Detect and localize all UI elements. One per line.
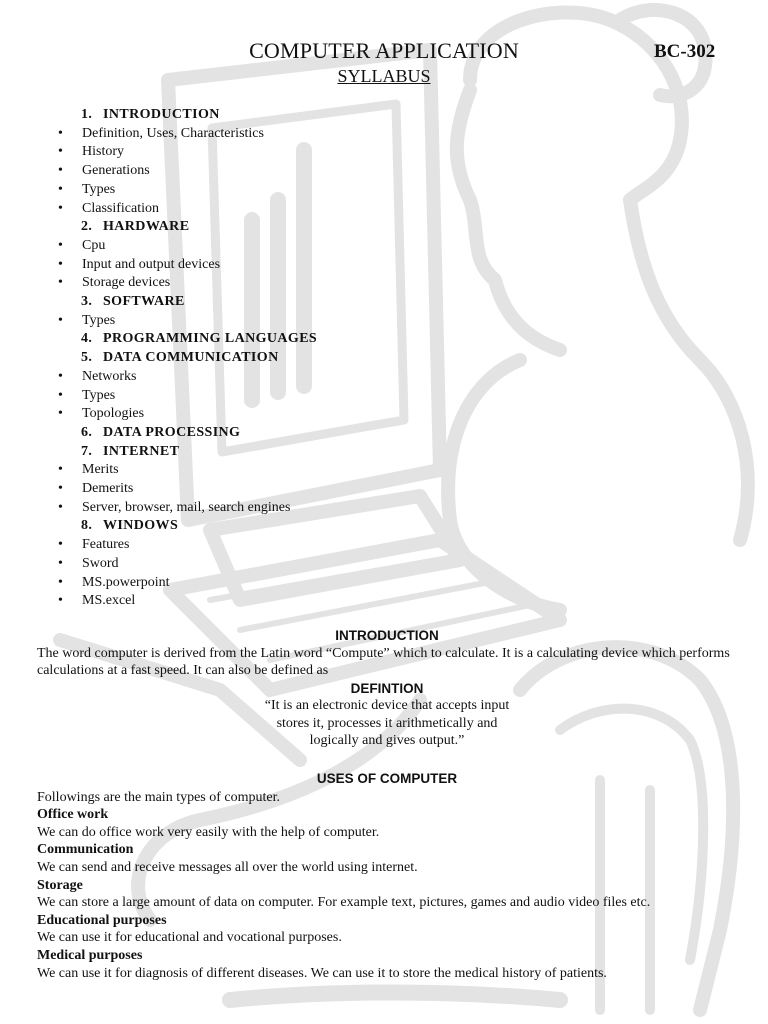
use-title: Storage <box>37 877 83 893</box>
section-number: 6. <box>81 424 93 440</box>
use-title: Communication <box>37 842 134 858</box>
section-title: HARDWARE <box>103 219 190 235</box>
syllabus-bullet-item: • History <box>56 143 456 162</box>
syllabus-bullet-item: • Sword <box>56 555 456 574</box>
definition-line: stores it, processes it arithmetically and <box>276 715 498 731</box>
definition-heading: DEFINTION <box>350 680 424 696</box>
syllabus-section-heading <box>56 106 456 125</box>
section-number: 5. <box>81 350 93 366</box>
section-title: WINDOWS <box>103 518 179 534</box>
introduction-section <box>37 627 737 750</box>
syllabus-bullet-item: • Merits <box>56 461 456 480</box>
section-number: 3. <box>81 294 93 310</box>
section-number: 7. <box>81 443 93 459</box>
section-title: DATA PROCESSING <box>103 424 241 440</box>
syllabus-bullet-item: • Demerits <box>56 480 456 499</box>
definition-line: “It is an electronic device that accepts input <box>264 698 510 713</box>
syllabus-bullet-item: • MS.powerpoint <box>56 574 456 593</box>
syllabus-section-heading <box>56 349 456 368</box>
section-number: 2. <box>81 219 93 235</box>
use-description: We can use it for diagnosis of different diseases. We can use it to store the medical history of patients. <box>37 965 607 981</box>
section-number: 8. <box>81 518 93 534</box>
syllabus-section-heading <box>56 424 456 443</box>
syllabus-section-heading <box>56 443 456 462</box>
use-description: We can send and receive messages all over the world using internet. <box>37 859 418 875</box>
syllabus-bullet-item: • Types <box>56 312 456 331</box>
syllabus-section-heading <box>56 293 456 312</box>
document-subtitle: SYLLABUS <box>337 66 431 86</box>
syllabus-bullet-item: • Storage devices <box>56 274 456 293</box>
use-description: We can store a large amount of data on computer. For example text, pictures, games and audio video files etc. <box>37 895 651 911</box>
uses-lead: Followings are the main types of computer. <box>37 789 281 805</box>
syllabus-bullet-item: • Input and output devices <box>56 256 456 275</box>
syllabus-bullet-item: • Definition, Uses, Characteristics <box>56 125 456 144</box>
syllabus-bullet-item: • Types <box>56 181 456 200</box>
use-title: Medical purposes <box>37 947 143 963</box>
uses-heading: USES OF COMPUTER <box>316 771 458 786</box>
section-title: INTRODUCTION <box>103 107 220 122</box>
syllabus-bullet-item: • Server, browser, mail, search engines <box>56 499 456 518</box>
introduction-heading: INTRODUCTION <box>335 628 439 643</box>
course-code: BC-302 <box>654 41 716 62</box>
syllabus-bullet-item: • Classification <box>56 200 456 219</box>
syllabus-bullet-item: • MS.excel <box>56 592 456 611</box>
syllabus-section-heading <box>56 218 456 237</box>
section-title: DATA COMMUNICATION <box>103 350 279 366</box>
syllabus-section-heading <box>56 330 456 349</box>
section-title: INTERNET <box>103 443 180 459</box>
syllabus-section-heading <box>56 517 456 536</box>
document-title: COMPUTER APPLICATION <box>249 38 519 63</box>
section-number: 1. <box>81 107 93 122</box>
introduction-paragraph: The word computer is derived from the Latin word “Compute” which to calculate. It is a calculating device which performs calculations at a fast speed. It can also be defined as <box>37 645 730 678</box>
use-description: We can use it for educational and vocational purposes. <box>37 930 342 946</box>
uses-section <box>37 770 737 982</box>
syllabus-bullet-item: • Features <box>56 536 456 555</box>
syllabus-bullet-item: • Topologies <box>56 405 456 424</box>
use-description: We can do office work very easily with the help of computer. <box>37 824 380 840</box>
section-number: 4. <box>81 331 93 347</box>
syllabus-list <box>56 106 456 611</box>
syllabus-bullet-item: • Generations <box>56 162 456 181</box>
section-title: PROGRAMMING LANGUAGES <box>103 331 318 347</box>
use-title: Office work <box>37 807 109 823</box>
syllabus-bullet-item: • Networks <box>56 368 456 387</box>
syllabus-bullet-item: • Cpu <box>56 237 456 256</box>
syllabus-bullet-item: • Types <box>56 387 456 406</box>
section-title: SOFTWARE <box>103 294 185 310</box>
use-title: Educational purposes <box>37 912 167 928</box>
definition-line: logically and gives output.” <box>309 733 465 748</box>
